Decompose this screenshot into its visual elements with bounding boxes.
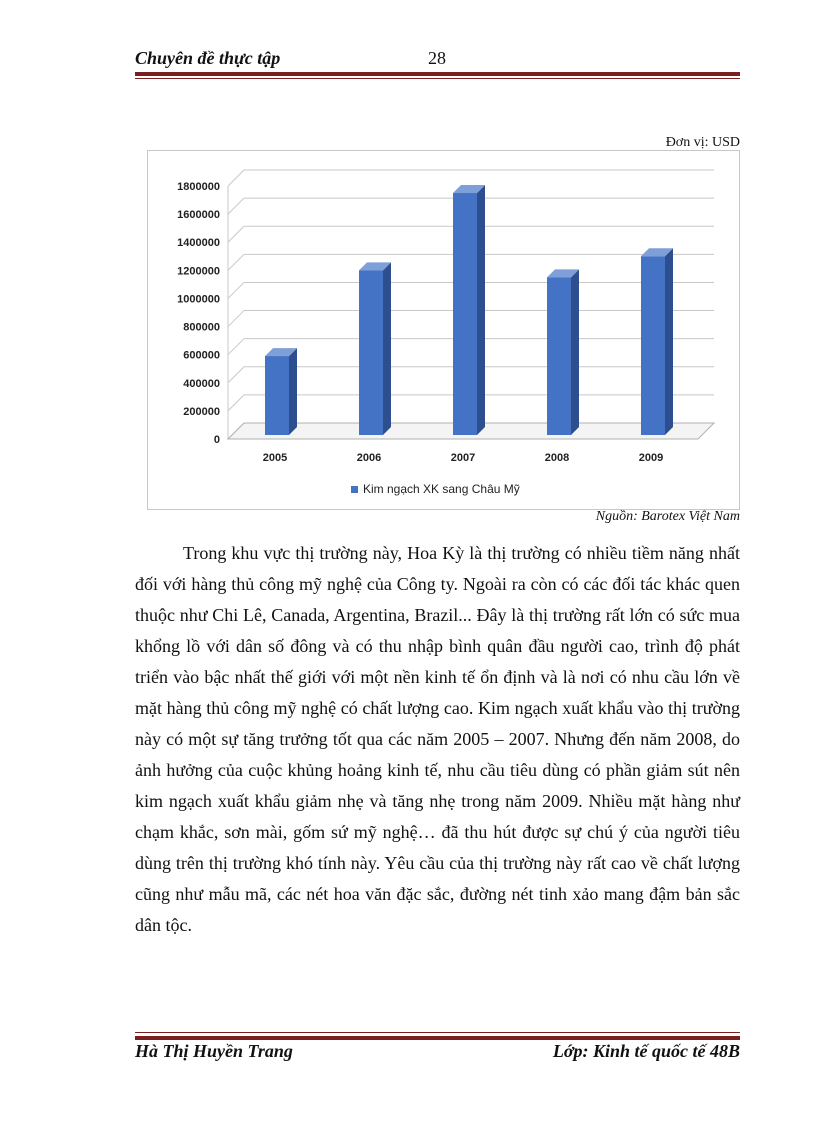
header-rule-thick bbox=[135, 72, 740, 76]
body-paragraph: Trong khu vực thị trường này, Hoa Kỳ là thị trường có nhiều tiềm năng nhất đối với hàng thủ công mỹ nghệ của Công ty. Ngoài ra còn có các đối tác khác quen thuộc như Chi Lê, Canada, Argentina, Brazil... Đây là thị trường rất lớn có sức mua khổng lồ với dân số đông và có thu nhập bình quân đầu người cao, trình độ phát triển vào bậc nhất thế giới với một nền kinh tế ổn định và là nơi có nhu cầu lớn về mặt hàng thủ công mỹ nghệ có chất lượng cao. Kim ngạch xuất khẩu vào thị trường này có một sự tăng trưởng tốt qua các năm 2005 – 2007. Nhưng đến năm 2008, do ảnh hưởng của cuộc khủng hoảng kinh tế, nhu cầu tiêu dùng có phần giảm sút nên kim ngạch xuất khẩu giảm nhẹ và tăng nhẹ trong năm 2009. Nhiều mặt hàng như chạm khắc, sơn mài, gốm sứ mỹ nghệ… đã thu hút được sự chú ý của người tiêu dùng trên thị trường khó tính này. Yêu cầu của thị trường này rất cao về chất lượng cũng như mẫu mã, các nét hoa văn đặc sắc, đường nét tinh xảo mang đậm bản sắc dân tộc. bbox=[135, 543, 740, 935]
gridline-slant bbox=[228, 198, 244, 214]
bar bbox=[547, 277, 571, 435]
header-rule-thin bbox=[135, 78, 740, 79]
y-tick-label: 600000 bbox=[183, 349, 220, 362]
legend-label: Kim ngạch XK sang Châu Mỹ bbox=[363, 482, 520, 496]
source-label: Nguồn: Barotex Việt Nam bbox=[595, 509, 740, 524]
x-tick-label: 2006 bbox=[356, 452, 382, 464]
bar bbox=[265, 356, 289, 435]
bar-side bbox=[289, 348, 297, 435]
export-chart bbox=[147, 150, 740, 510]
header-title: Chuyên đề thực tập bbox=[135, 48, 281, 68]
bar-side bbox=[571, 269, 579, 435]
gridline-slant bbox=[228, 170, 244, 186]
y-tick-label: 1400000 bbox=[177, 237, 220, 250]
y-tick-label: 1200000 bbox=[177, 265, 220, 278]
gridline-slant bbox=[228, 339, 244, 355]
x-tick-label: 2009 bbox=[638, 452, 664, 464]
y-tick-label: 200000 bbox=[183, 405, 220, 418]
bar bbox=[641, 256, 665, 435]
x-tick-label: 2008 bbox=[544, 452, 570, 464]
bar-side bbox=[665, 248, 673, 435]
bar bbox=[359, 270, 383, 435]
y-tick-label: 0 bbox=[213, 434, 220, 446]
gridline-slant bbox=[228, 282, 244, 298]
chart-svg bbox=[148, 151, 739, 509]
bar bbox=[453, 193, 477, 435]
gridline-slant bbox=[228, 311, 244, 327]
footer-rule-thin bbox=[135, 1032, 740, 1033]
legend-swatch bbox=[351, 486, 358, 493]
footer-class: Lớp: Kinh tế quốc tế 48B bbox=[552, 1041, 740, 1061]
footer-author: Hà Thị Huyền Trang bbox=[135, 1041, 293, 1061]
y-tick-label: 400000 bbox=[183, 377, 220, 390]
gridline-slant bbox=[228, 395, 244, 411]
y-tick-label: 1800000 bbox=[177, 181, 220, 193]
bar-side bbox=[383, 262, 391, 435]
page-number: 28 bbox=[428, 48, 446, 68]
gridline-slant bbox=[228, 226, 244, 242]
bar-side bbox=[477, 185, 485, 435]
x-tick-label: 2005 bbox=[262, 452, 288, 464]
gridline-slant bbox=[228, 367, 244, 383]
unit-label: Đơn vị: USD bbox=[665, 135, 740, 150]
y-tick-label: 800000 bbox=[183, 321, 220, 334]
gridline-slant bbox=[228, 254, 244, 270]
y-tick-label: 1600000 bbox=[177, 209, 220, 222]
x-tick-label: 2007 bbox=[450, 452, 476, 464]
footer-rule-thick bbox=[135, 1036, 740, 1040]
y-tick-label: 1000000 bbox=[177, 293, 220, 306]
